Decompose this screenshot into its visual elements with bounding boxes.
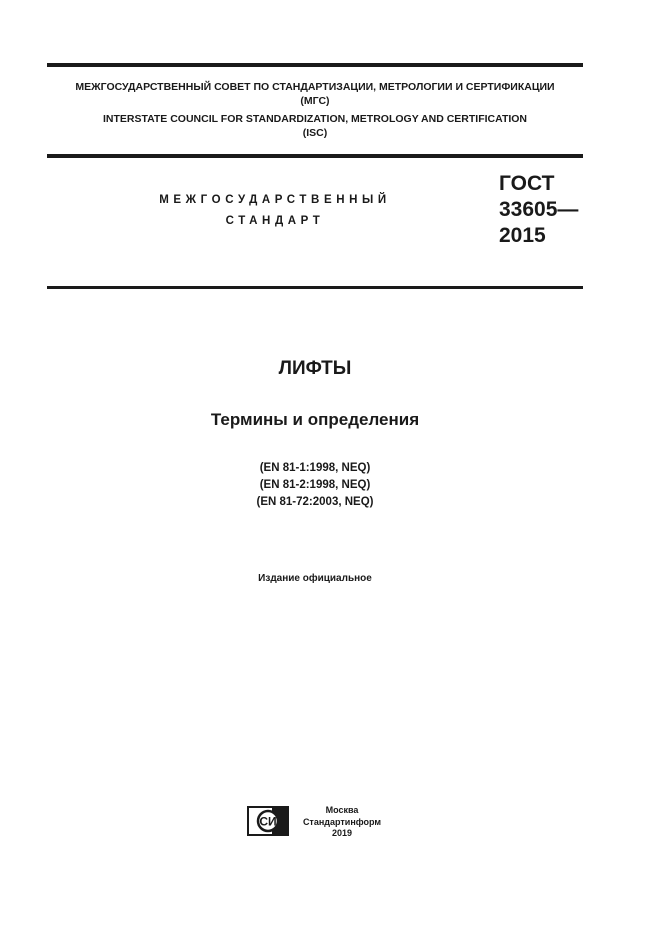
council-name-en: [47, 112, 583, 140]
reference-item: (EN 81-72:2003, NEQ): [256, 496, 374, 508]
top-rule: [47, 63, 583, 67]
gost-designation: [499, 171, 578, 249]
bottom-rule: [47, 286, 583, 289]
council-name-ru: [47, 80, 583, 108]
standard-type-line1: МЕЖГОСУДАРСТВЕННЫЙ: [159, 194, 391, 206]
document-title: ЛИФТЫ: [278, 358, 352, 379]
council-en-abbr: (ISC): [302, 127, 328, 139]
gost-year: 2015: [499, 224, 546, 247]
logo-text: СИ: [259, 814, 277, 829]
reference-item: (EN 81-2:1998, NEQ): [259, 479, 371, 491]
references-list: [47, 460, 583, 511]
middle-rule: [47, 154, 583, 158]
gost-number: 33605—: [499, 198, 579, 221]
reference-item: (EN 81-1:1998, NEQ): [259, 462, 371, 474]
council-en-line1: INTERSTATE COUNCIL FOR STANDARDIZATION, METROLOGY AND CERTIFICATION: [102, 113, 528, 125]
council-ru-abbr: (МГС): [300, 95, 330, 107]
council-ru-line1: МЕЖГОСУДАРСТВЕННЫЙ СОВЕТ ПО СТАНДАРТИЗАЦИИ, МЕТРОЛОГИИ И СЕРТИФИКАЦИИ: [75, 81, 555, 93]
publisher-year: 2019: [331, 828, 353, 838]
publisher-name: Стандартинформ: [302, 816, 382, 827]
gost-label: ГОСТ: [499, 172, 555, 195]
standard-type-line2: СТАНДАРТ: [225, 215, 325, 227]
publisher-info: [300, 805, 384, 840]
document-subtitle: Термины и определения: [210, 410, 420, 429]
standartinform-logo-icon: [247, 806, 289, 836]
edition-label: Издание официальное: [258, 573, 372, 584]
publisher-city: Москва: [325, 805, 359, 815]
